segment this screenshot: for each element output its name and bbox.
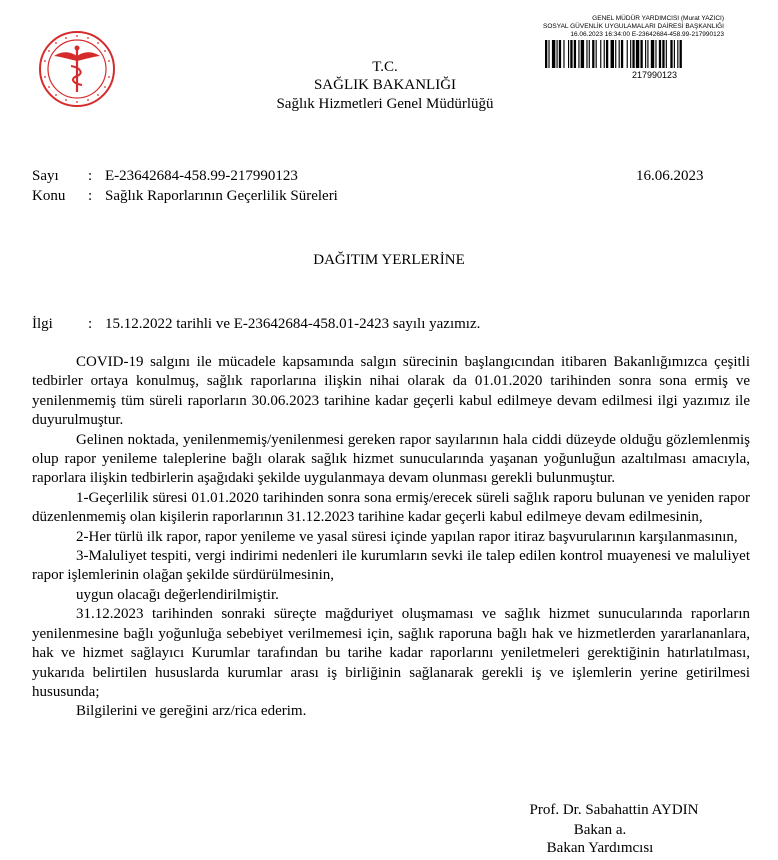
paragraph-3: 1-Geçerlilik süresi 01.01.2020 tarihinden sonra sona ermiş/erecek süreli sağlık raporu bulunan ve yeniden rapor düzenlenmemiş olan kişilerin raporlarının 31.12.2023 tarihine kadar geçerli kabul edilmeye devam edilmesinin, xyxy=(32,489,750,526)
signatory-name: Prof. Dr. Sabahattin AYDIN xyxy=(529,802,699,818)
sayi-colon: : xyxy=(88,168,93,184)
paragraph-4: 2-Her türlü ilk rapor, rapor yenileme ve yasal süresi içinde yapılan rapor itiraz başvurularının karşılanmasının, xyxy=(76,528,738,545)
ilgi-colon: : xyxy=(88,316,93,332)
distribution-heading: DAĞITIM YERLERİNE xyxy=(313,252,465,268)
header-ministry: SAĞLIK BAKANLIĞI xyxy=(313,77,457,93)
paragraph-2: Gelinen noktada, yenilenmemiş/yenilenmesi gereken rapor sayılarının hala ciddi düzeyde olduğu gözlemlenmiş olup rapor yenileme taleplerine bağlı olarak sağlık hizmet sunucularında yaşanan yoğunluğun azaltılması amacıyla, raporlara ilişkin tedbirlerin aşağıdaki şekilde uygulanmaya devam olunması gerekli bulunmuştur. xyxy=(32,431,750,487)
ilgi-label: İlgi xyxy=(32,316,53,332)
stamp-line-3: 16.06.2023 16:34:00 E-23642684-458.99-217990123 xyxy=(570,31,724,38)
paragraph-1: COVID-19 salgını ile mücadele kapsamında salgın sürecinin başlangıcından itibaren Bakanlığımızca çeşitli tedbirler ortaya konulmuş, sağlık raporlarına ilişkin nihai olarak da 01.01.2020 tarihinden sonra sona ermiş ve yenilenmemiş tüm süreli raporların 30.06.2023 tarihine kadar geçerli kabul edilmeye devam edilmesi ilgi yazımız ile duyurulmuştur. xyxy=(32,354,750,429)
barcode-number: 217990123 xyxy=(632,70,678,80)
signatory-on-behalf: Bakan a. xyxy=(573,822,627,838)
stamp-line-2: SOSYAL GÜVENLİK UYGULAMALARI DAİRESİ BAŞKANLIĞI xyxy=(543,23,724,30)
ilgi-value: 15.12.2022 tarihli ve E-23642684-458.01-2423 sayılı yazımız. xyxy=(105,316,481,332)
sayi-label: Sayı xyxy=(32,168,59,184)
header-tc: T.C. xyxy=(372,59,398,75)
header-directorate: Sağlık Hizmetleri Genel Müdürlüğü xyxy=(276,96,494,112)
paragraph-5: 3-Maluliyet tespiti, vergi indirimi nedenleri ile kurumların sevki ile talep edilen kontrol muayenesi ve maluliyet rapor işlemlerinin olağan şekilde sürdürülmesinin, xyxy=(32,548,750,584)
stamp-line-1: GENEL MÜDÜR YARDIMCISI (Murat YAZICI) xyxy=(592,15,724,22)
letter-body xyxy=(32,353,750,722)
konu-label: Konu xyxy=(32,188,66,204)
paragraph-8: Bilgilerini ve gereğini arz/rica ederim. xyxy=(76,703,307,720)
paragraph-7: 31.12.2023 tarihinden sonraki süreçte mağduriyet oluşmaması ve sağlık hizmet sunucularında raporların yenilenmesine bağlı yoğunluğa sebebiyet verilmemesi için, sağlık raporuna bağlı hak ve hizmetlerden yararlananlara, hak ve hizmet sağlayıcı Kurumlar tarafından bu tarihe kadar raporlarını yeniletmeleri gerektiğinin hatırlatılması, yukarıda belirtilen hususlarda kurumlar arası iş birliğinin sağlanarak gerekli iş ve işlemlerin yerine getirilmesi hususunda; xyxy=(32,606,750,700)
signatory-title: Bakan Yardımcısı xyxy=(546,840,654,856)
konu-value: Sağlık Raporlarının Geçerlilik Süreleri xyxy=(105,188,338,204)
konu-colon: : xyxy=(88,188,93,204)
paragraph-6: uygun olacağı değerlendirilmiştir. xyxy=(76,586,279,603)
sayi-value: E-23642684-458.99-217990123 xyxy=(105,168,298,184)
document-date: 16.06.2023 xyxy=(636,168,704,184)
